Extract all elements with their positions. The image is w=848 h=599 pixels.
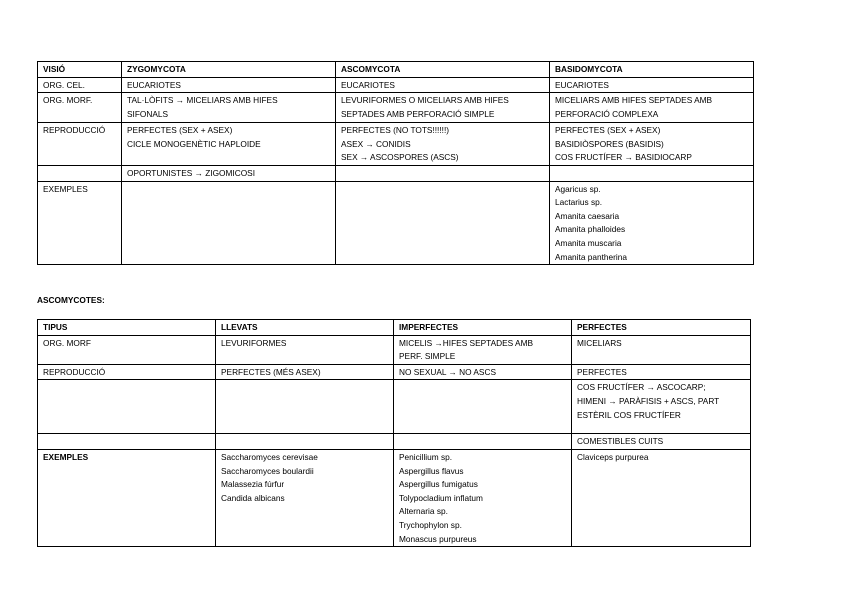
cell-line: NO SEXUAL → NO ASCS	[399, 366, 496, 377]
table-cell	[550, 123, 754, 166]
cell-line: PERF. SIMPLE	[399, 351, 456, 362]
cell-line: BASIDIÒSPORES (BASIDIS)	[555, 138, 664, 149]
column-header: VISIÓ	[38, 62, 122, 78]
cell-line: Penicillium sp.	[399, 451, 453, 462]
table-cell	[336, 123, 550, 166]
table-cell	[216, 449, 394, 546]
table-row	[38, 434, 751, 450]
table-cell	[572, 364, 751, 380]
header-row	[38, 62, 754, 78]
cell-line: SEPTADES AMB PERFORACIÓ SIMPLE	[341, 108, 495, 119]
table-cell	[550, 93, 754, 123]
cell-line: Aspergillus flavus	[399, 465, 464, 476]
cell-line: Candida albicans	[221, 492, 285, 503]
cell-line: LEVURIFORMES O MICELIARS AMB HIFES	[341, 95, 509, 106]
row-label: EXEMPLES	[38, 449, 216, 546]
row-label: ORG. MORF	[38, 335, 216, 364]
column-header: TIPUS	[38, 320, 216, 336]
cell-line: COMESTIBLES CUITS	[577, 436, 664, 447]
cell-line: Amanita phalloides	[555, 224, 626, 235]
cell-line: SEX → ASCOSPORES (ASCS)	[341, 152, 459, 163]
header-row	[38, 320, 751, 336]
cell-line: Aspergillus fumigatus	[399, 479, 478, 490]
cell-line: LEVURIFORMES	[221, 337, 287, 348]
fungi-comparison-table-body	[38, 62, 754, 265]
cell-line: PERFECTES (SEX + ASEX)	[555, 125, 661, 136]
table-row	[38, 77, 754, 93]
cell-line: Lactarius sp.	[555, 197, 603, 208]
table-row	[38, 364, 751, 380]
ascomycotes-table-body	[38, 320, 751, 547]
cell-line: Alternaria sp.	[399, 506, 448, 517]
cell-line: TAL·LÒFITS → MICELIARS AMB HIFES	[127, 95, 278, 106]
row-label: REPRODUCCIÓ	[38, 123, 122, 166]
table-row	[38, 93, 754, 123]
table-row	[38, 380, 751, 434]
cell-line: PERFECTES (NO TOTS!!!!!!)	[341, 125, 450, 136]
cell-line: ESTÈRIL COS FRUCTÍFER	[577, 409, 681, 420]
table-row	[38, 449, 751, 546]
table-row	[38, 181, 754, 265]
cell-line: Saccharomyces boulardii	[221, 465, 314, 476]
cell-line: EUCARIOTES	[127, 79, 181, 90]
cell-line: Monascus purpureus	[399, 533, 477, 544]
table-cell	[572, 380, 751, 434]
row-label	[38, 434, 216, 450]
ascomycotes-table	[37, 319, 751, 547]
table-row	[38, 123, 754, 166]
table-cell	[394, 335, 572, 364]
cell-line: SIFONALS	[127, 108, 169, 119]
cell-line: PERFECTES (MÉS ASEX)	[221, 366, 321, 377]
row-label: ORG. MORF.	[38, 93, 122, 123]
cell-line: Tolypocladium inflatum	[399, 492, 483, 503]
column-header: LLEVATS	[216, 320, 394, 336]
column-header: IMPERFECTES	[394, 320, 572, 336]
row-label	[38, 380, 216, 434]
cell-line: Claviceps purpurea	[577, 451, 649, 462]
table-cell	[394, 434, 572, 450]
table-cell	[122, 123, 336, 166]
table-row	[38, 165, 754, 181]
row-label: REPRODUCCIÓ	[38, 364, 216, 380]
cell-line: PERFECTES (SEX + ASEX)	[127, 125, 233, 136]
table-cell	[216, 335, 394, 364]
cell-line: Agaricus sp.	[555, 183, 601, 194]
table-row	[38, 335, 751, 364]
cell-line: PERFORACIÓ COMPLEXA	[555, 108, 659, 119]
column-header: ZYGOMYCOTA	[122, 62, 336, 78]
cell-line: CICLE MONOGENÈTIC HAPLOIDE	[127, 138, 261, 149]
table-cell	[336, 165, 550, 181]
row-label	[38, 165, 122, 181]
table-cell	[550, 165, 754, 181]
cell-line: Malassezia fúrfur	[221, 479, 285, 490]
table-cell	[550, 77, 754, 93]
table-cell	[572, 335, 751, 364]
cell-line: MICELIS →HIFES SEPTADES AMB	[399, 337, 534, 348]
table-cell	[122, 165, 336, 181]
table-cell	[394, 380, 572, 434]
row-label: EXEMPLES	[38, 181, 122, 265]
cell-line: ASEX → CONIDIS	[341, 138, 411, 149]
cell-line: EUCARIOTES	[555, 79, 609, 90]
section-title: ASCOMYCOTES:	[37, 295, 105, 305]
table-cell	[216, 364, 394, 380]
table-cell	[550, 181, 754, 265]
cell-line: COS FRUCTÍFER → BASIDIOCARP	[555, 152, 692, 163]
cell-line: Amanita caesaria	[555, 210, 620, 221]
table-cell	[572, 434, 751, 450]
table-cell	[216, 434, 394, 450]
cell-line: MICELIARS	[577, 337, 622, 348]
cell-line: COS FRUCTÍFER → ASCOCARP;	[577, 382, 706, 393]
table-cell	[572, 449, 751, 546]
table-cell	[122, 181, 336, 265]
cell-line: HIMENI → PARÀFISIS + ASCS, PART	[577, 395, 720, 406]
column-header: BASIDOMYCOTA	[550, 62, 754, 78]
cell-line: EUCARIOTES	[341, 79, 395, 90]
cell-line: Amanita pantherina	[555, 251, 627, 262]
table-cell	[336, 77, 550, 93]
table-cell	[394, 364, 572, 380]
table-cell	[122, 77, 336, 93]
table-cell	[122, 93, 336, 123]
cell-line: Trychophylon sp.	[399, 519, 462, 530]
cell-line: Amanita muscaria	[555, 237, 622, 248]
table-cell	[216, 380, 394, 434]
table-cell	[336, 93, 550, 123]
table-cell	[336, 181, 550, 265]
cell-line: OPORTUNISTES → ZIGOMICOSI	[127, 167, 255, 178]
column-header: ASCOMYCOTA	[336, 62, 550, 78]
column-header: PERFECTES	[572, 320, 751, 336]
fungi-comparison-table	[37, 61, 754, 265]
cell-line: Saccharomyces cerevisae	[221, 451, 318, 462]
row-label: ORG. CEL.	[38, 77, 122, 93]
table-cell	[394, 449, 572, 546]
cell-line: MICELIARS AMB HIFES SEPTADES AMB	[555, 95, 713, 106]
cell-line: PERFECTES	[577, 366, 627, 377]
